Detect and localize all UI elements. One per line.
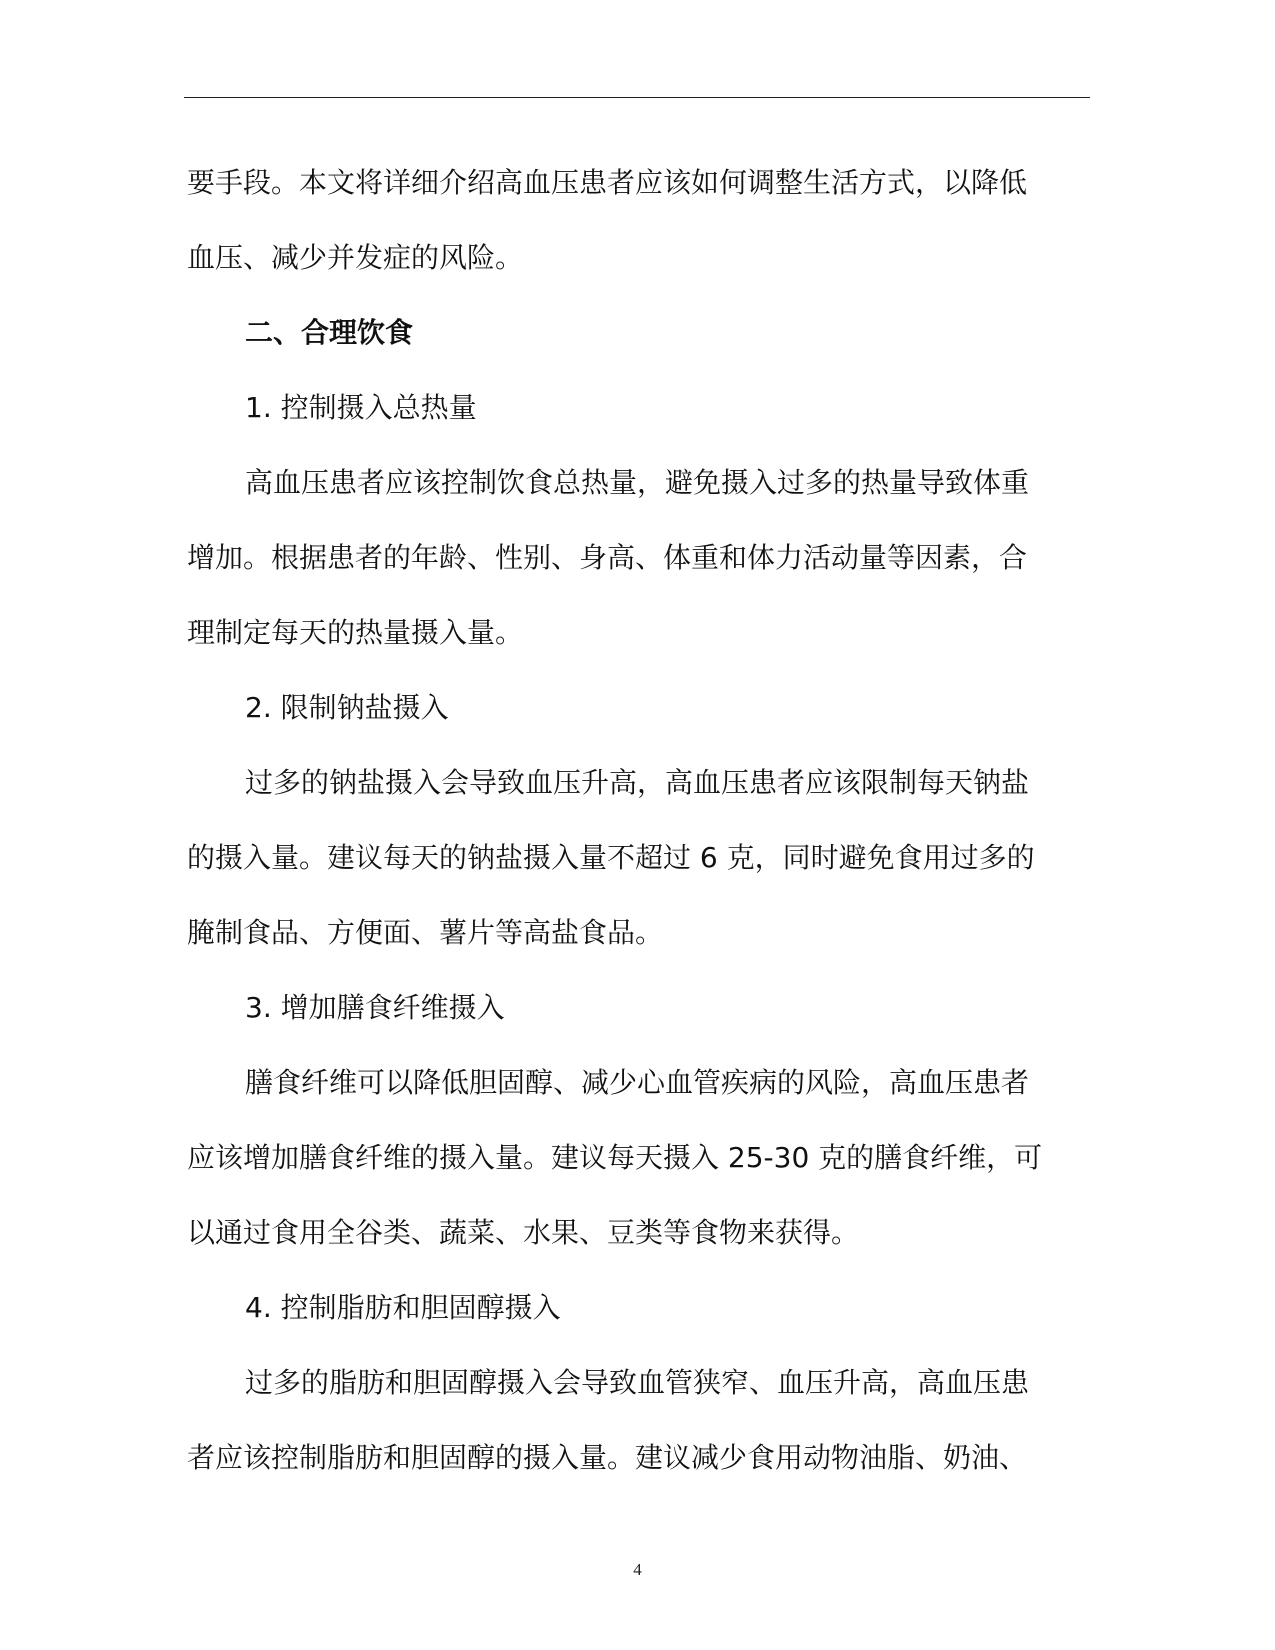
paragraph-line: 增加。根据患者的年龄、性别、身高、体重和体力活动量等因素，合 [187,541,1028,574]
paragraph-line: 血压、减少并发症的风险。 [187,241,524,274]
paragraph-line: 过多的脂肪和胆固醇摄入会导致血管狭窄、血压升高，高血压患 [245,1366,1030,1399]
paragraph-line: 要手段。本文将详细介绍高血压患者应该如何调整生活方式，以降低 [187,166,1028,199]
subsection-heading: 3. 增加膳食纤维摄入 [245,991,505,1024]
subsection-heading: 2. 限制钠盐摄入 [245,691,449,724]
paragraph-line: 应该增加膳食纤维的摄入量。建议每天摄入 25-30 克的膳食纤维，可 [187,1141,1043,1174]
paragraph-line: 的摄入量。建议每天的钠盐摄入量不超过 6 克，同时避免食用过多的 [187,841,1035,874]
paragraph-line: 膳食纤维可以降低胆固醇、减少心血管疾病的风险，高血压患者 [245,1066,1030,1099]
subsection-heading: 1. 控制摄入总热量 [245,391,477,424]
page-number: 4 [633,1560,642,1579]
paragraph-line: 以通过食用全谷类、蔬菜、水果、豆类等食物来获得。 [187,1216,860,1249]
header-rule [184,97,1090,98]
paragraph-line: 腌制食品、方便面、薯片等高盐食品。 [187,916,664,949]
paragraph-line: 高血压患者应该控制饮食总热量，避免摄入过多的热量导致体重 [245,466,1030,499]
document-body [187,145,1077,1495]
paragraph-line: 理制定每天的热量摄入量。 [187,616,524,649]
paragraph-line: 过多的钠盐摄入会导致血压升高，高血压患者应该限制每天钠盐 [245,766,1030,799]
subsection-heading: 4. 控制脂肪和胆固醇摄入 [245,1291,561,1324]
paragraph-line: 者应该控制脂肪和胆固醇的摄入量。建议减少食用动物油脂、奶油、 [187,1441,1028,1474]
section-heading: 二、合理饮食 [245,316,414,349]
